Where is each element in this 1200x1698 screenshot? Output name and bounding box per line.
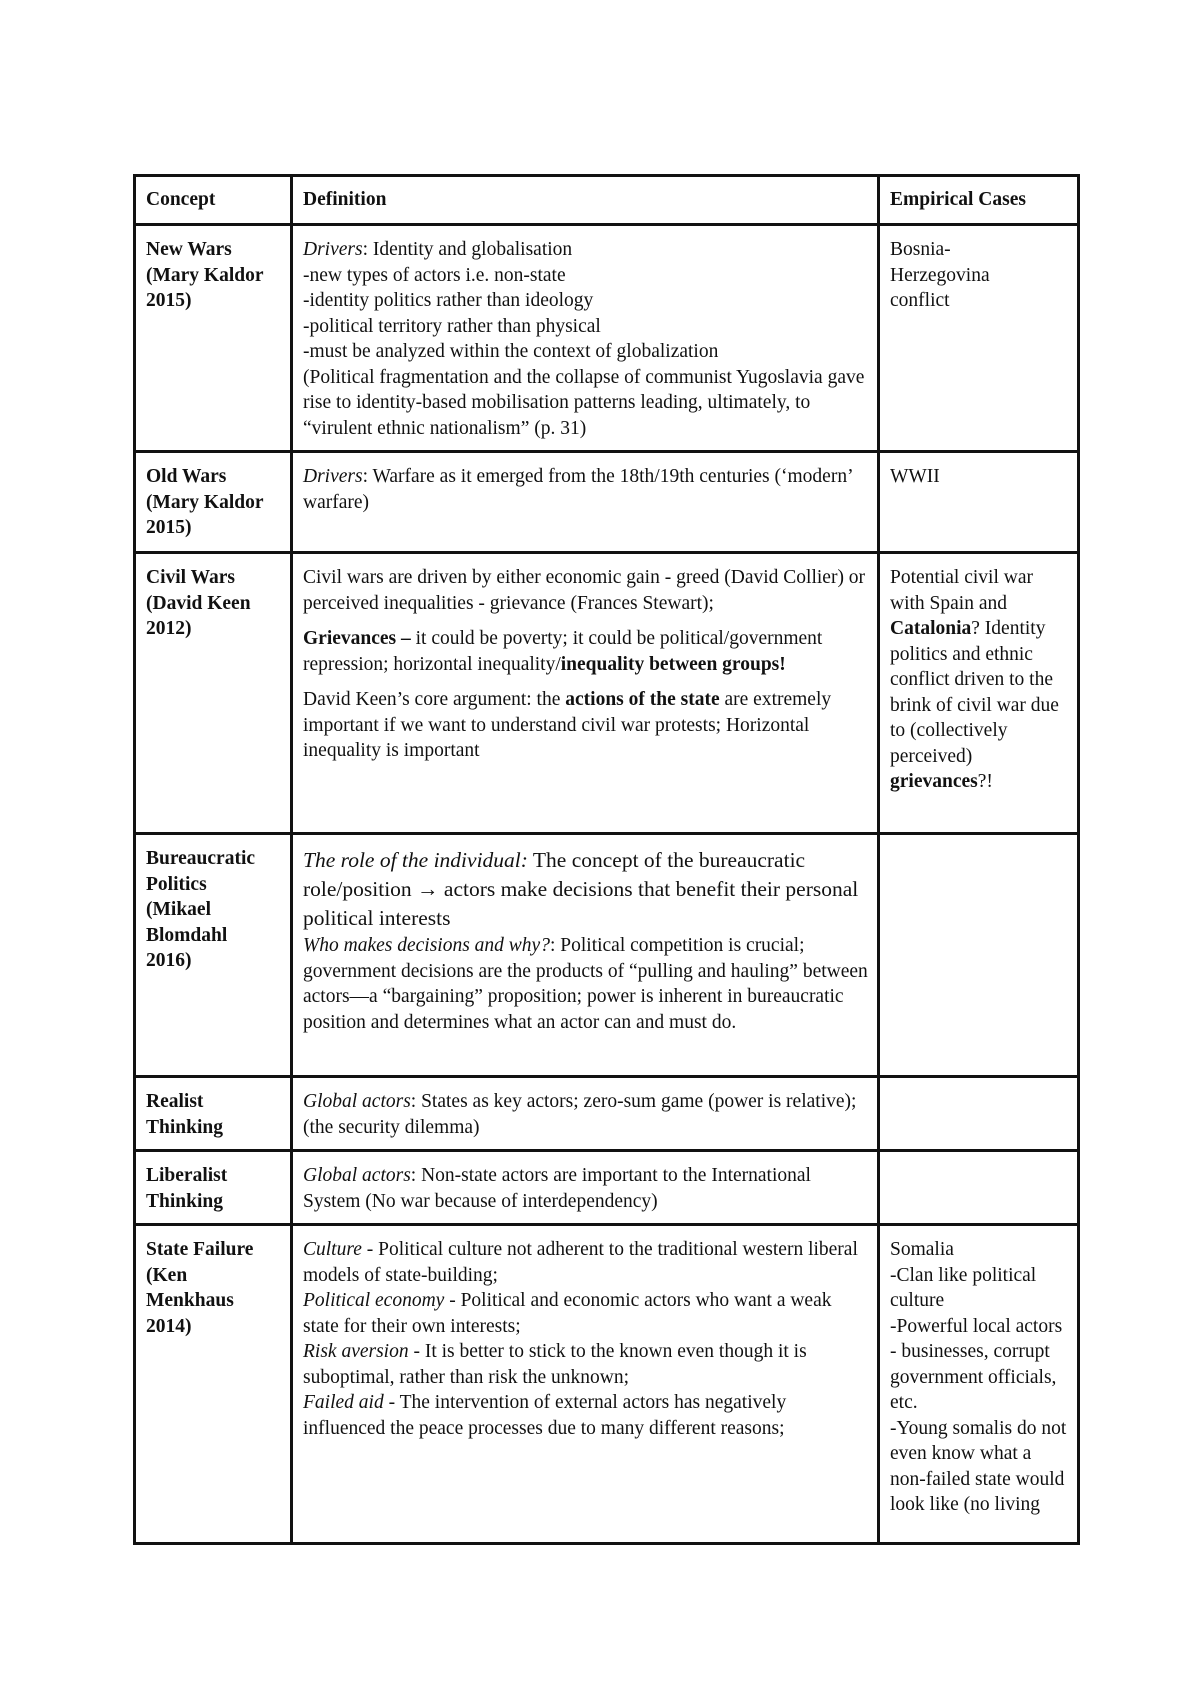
- concept-line: New Wars: [146, 239, 232, 260]
- definition-line: -new types of actors i.e. non-state: [303, 264, 566, 286]
- definition-paragraph: [303, 687, 868, 764]
- definition-cell: [292, 1077, 879, 1151]
- definition-cell: [292, 553, 879, 834]
- item-text: - It is better to stick to the known even though it is suboptimal, rather than risk the unknown;: [303, 1341, 807, 1388]
- concept-line: State Failure: [146, 1239, 254, 1260]
- table-row-civil-wars: [135, 553, 1079, 834]
- definition-line: -identity politics rather than ideology: [303, 290, 594, 311]
- drivers-label: Drivers: [303, 239, 363, 260]
- cases-emphasis-grievances: grievances: [890, 771, 978, 792]
- cases-cell: [879, 834, 1079, 1077]
- concept-line: (Ken: [146, 1264, 188, 1286]
- definition-cell: [292, 1151, 879, 1225]
- definition-item: [303, 1339, 868, 1390]
- definition-line: (Political fragmentation and the collapse of communist Yugoslavia gave rise to identity-based mobilisation patterns leading, ultimately, to “virulent ethnic nationalism” (p. 31): [303, 366, 865, 439]
- concept-line: Civil Wars: [146, 567, 236, 588]
- cases-text-mid: ? Identity politics and ethnic conflict driven to the brink of civil war due to (collectively perceived): [890, 618, 1059, 767]
- concept-line: (Mikael: [146, 899, 211, 920]
- concept-line: Menkhaus: [146, 1290, 234, 1311]
- header-definition: Definition: [292, 176, 879, 225]
- table-row-bureaucratic-politics: [135, 834, 1079, 1077]
- concept-cell: [135, 1077, 292, 1151]
- drivers-text: : Identity and globalisation: [362, 239, 573, 260]
- item-label: Political economy: [303, 1290, 445, 1311]
- definition-paragraph: [303, 626, 868, 677]
- global-actors-label: Global actors: [303, 1165, 411, 1186]
- definition-cell: [292, 834, 879, 1077]
- table-header-row: [135, 176, 1079, 225]
- cases-text-post: ?!: [977, 771, 993, 792]
- concept-cell: [135, 553, 292, 834]
- concept-line: Thinking: [146, 1116, 223, 1138]
- cases-cell: [879, 225, 1079, 452]
- concept-cell: [135, 1151, 292, 1225]
- definition-item: [303, 1237, 868, 1288]
- role-label: The role of the individual:: [303, 848, 528, 872]
- concept-line: 2016): [146, 950, 192, 971]
- table-row-old-wars: [135, 452, 1079, 553]
- cases-line: Bosnia-: [890, 239, 951, 260]
- concept-line: (David Keen: [146, 592, 251, 614]
- item-text: - Political culture not adherent to the traditional western liberal models of state-building;: [303, 1239, 858, 1286]
- cases-line: -Clan like political culture: [890, 1264, 1037, 1311]
- header-empirical-cases: Empirical Cases: [879, 176, 1079, 225]
- who-label: Who makes decisions and why?: [303, 935, 550, 956]
- concept-cell: [135, 225, 292, 452]
- cases-line: conflict: [890, 290, 950, 311]
- concept-line: 2015): [146, 290, 192, 311]
- concept-line: Politics: [146, 873, 207, 895]
- definition-cell: [292, 1225, 879, 1544]
- definition-line: -must be analyzed within the context of globalization: [303, 341, 719, 362]
- grievances-text: it could be poverty; it could be political/government repression; horizontal inequality/: [303, 628, 823, 675]
- table-row-liberalist-thinking: [135, 1151, 1079, 1225]
- concept-line: Blomdahl: [146, 924, 228, 946]
- item-label: Culture: [303, 1239, 362, 1260]
- global-actors-label: Global actors: [303, 1091, 411, 1112]
- cases-cell: [879, 1151, 1079, 1225]
- keen-emphasis: actions of the state: [565, 689, 720, 710]
- concept-line: 2015): [146, 517, 192, 538]
- grievances-emphasis: inequality between groups!: [560, 653, 786, 675]
- concept-line: Bureaucratic: [146, 848, 256, 869]
- cases-line: Herzegovina: [890, 264, 990, 286]
- cases-cell: [879, 553, 1079, 834]
- item-text: - The intervention of external actors has negatively influenced the peace processes due to many different reasons;: [303, 1392, 787, 1439]
- concept-cell: [135, 1225, 292, 1544]
- global-actors-text: : Non-state actors are important to the International System (No war because of interdependency): [303, 1165, 811, 1212]
- definition-cell: [292, 452, 879, 553]
- drivers-label: Drivers: [303, 466, 363, 487]
- global-actors-text: : States as key actors; zero-sum game (power is relative); (the security dilemma): [303, 1091, 857, 1138]
- concept-line: Thinking: [146, 1190, 223, 1212]
- concept-line: Realist: [146, 1091, 204, 1112]
- item-label: Failed aid: [303, 1392, 384, 1413]
- definition-paragraph: [303, 846, 868, 933]
- drivers-text: : Warfare as it emerged from the 18th/19th centuries (‘modern’ warfare): [303, 466, 853, 513]
- keen-text-post: are extremely important if we want to understand civil war protests; Horizontal inequality is important: [303, 689, 832, 761]
- concept-line: Liberalist: [146, 1165, 228, 1186]
- cases-line: -Powerful local actors - businesses, corrupt government officials, etc.: [890, 1315, 1063, 1413]
- who-text: : Political competition is crucial; government decisions are the products of “pulling and hauling” between actors—a “bargaining” proposition; power is inherent in bureaucratic position and determines what an actor can and must do.: [303, 935, 868, 1033]
- header-concept: Concept: [135, 176, 292, 225]
- cases-line: -Young somalis do not even know what a non-failed state would look like (no living: [890, 1417, 1067, 1515]
- definition-item: [303, 1390, 868, 1441]
- table-row-state-failure: [135, 1225, 1079, 1544]
- concept-line: (Mary Kaldor: [146, 491, 264, 513]
- definition-paragraph: [303, 933, 868, 1035]
- cases-cell: [879, 1225, 1079, 1544]
- concept-cell: [135, 834, 292, 1077]
- cases-cell: [879, 1077, 1079, 1151]
- concepts-table: [133, 174, 1080, 1545]
- cases-line: Somalia: [890, 1239, 954, 1260]
- definition-paragraph: Civil wars are driven by either economic gain - greed (David Collier) or perceived inequalities - grievance (Frances Stewart);: [303, 567, 866, 614]
- item-label: Risk aversion: [303, 1341, 409, 1362]
- concept-line: (Mary Kaldor: [146, 264, 264, 286]
- grievances-label: Grievances –: [303, 628, 411, 649]
- definition-line: [303, 237, 868, 263]
- concept-line: 2012): [146, 618, 192, 639]
- table-row-realist-thinking: [135, 1077, 1079, 1151]
- concept-line: 2014): [146, 1315, 192, 1337]
- cases-cell: WWII: [879, 452, 1079, 553]
- definition-item: [303, 1288, 868, 1339]
- item-text: - Political and economic actors who want a weak state for their own interests;: [303, 1290, 832, 1337]
- definition-line: -political territory rather than physical: [303, 315, 601, 337]
- cases-text-pre: Potential civil war with Spain and: [890, 567, 1033, 614]
- definition-cell: [292, 225, 879, 452]
- keen-text-pre: David Keen’s core argument: the: [303, 689, 566, 710]
- concept-cell: [135, 452, 292, 553]
- cases-emphasis-catalonia: Catalonia: [890, 618, 972, 639]
- concept-line: Old Wars: [146, 466, 227, 487]
- role-text: The concept of the bureaucratic role/position → actors make decisions that benefit their personal political interests: [303, 848, 859, 930]
- table-row-new-wars: [135, 225, 1079, 452]
